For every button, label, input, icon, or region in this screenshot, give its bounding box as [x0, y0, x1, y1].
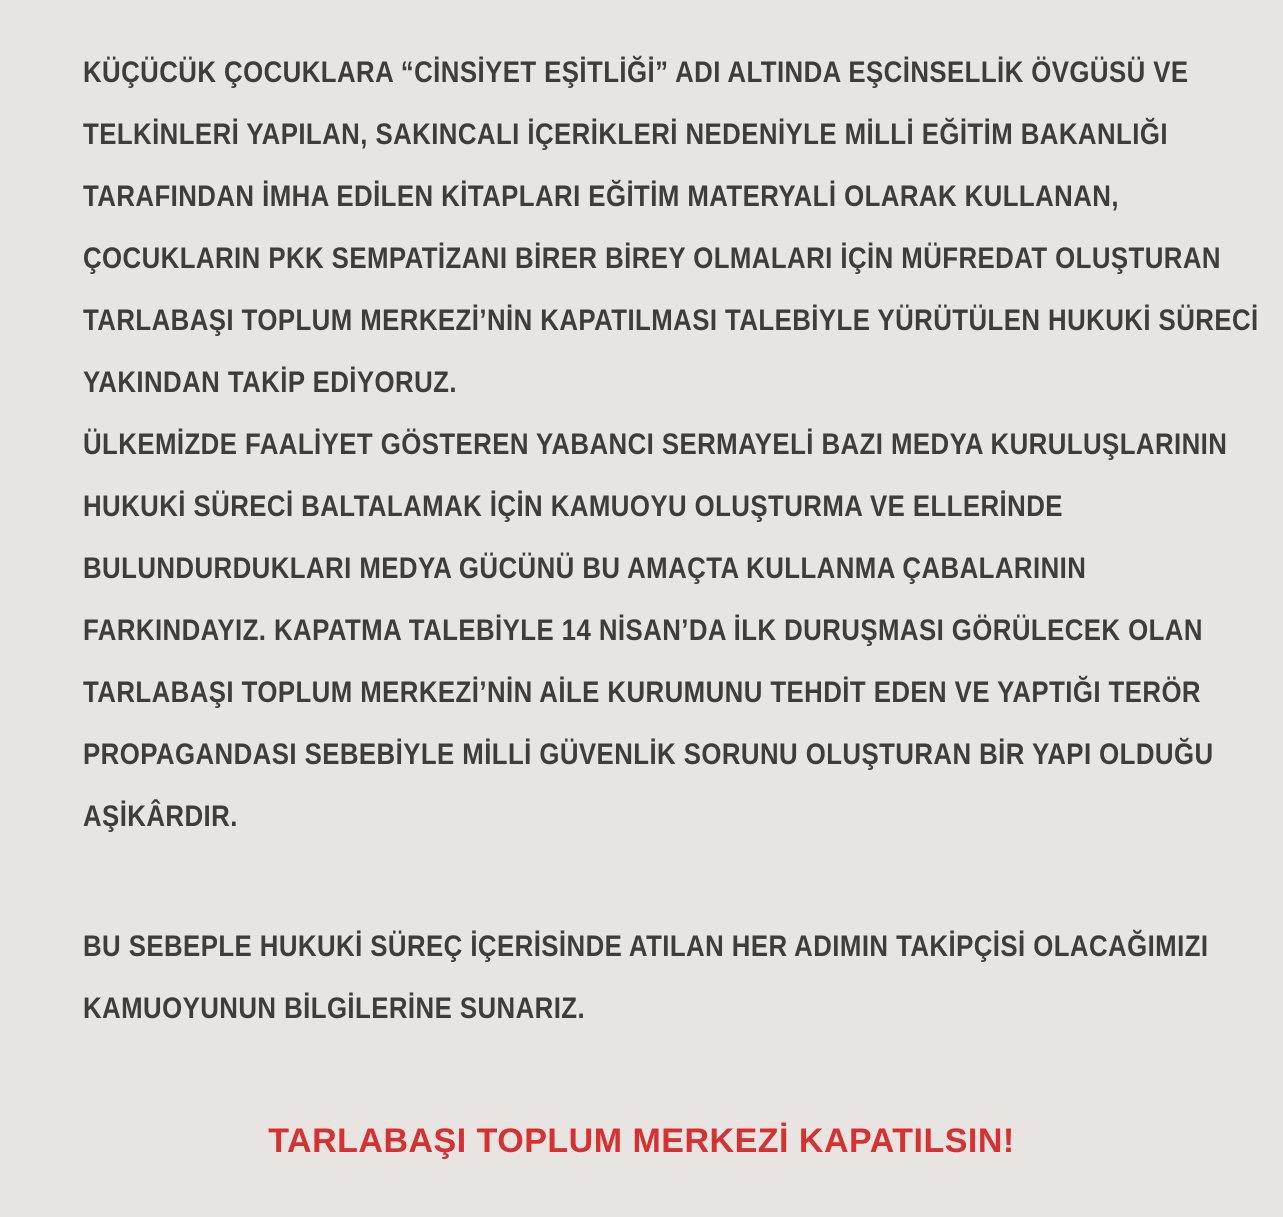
statement-line: TARLABAŞI TOPLUM MERKEZİ’NİN AİLE KURUMUNU TEHDİT EDEN VE YAPTIĞI TERÖR	[83, 676, 1201, 709]
statement-line: ÜLKEMİZDE FAALİYET GÖSTEREN YABANCI SERMAYELİ BAZI MEDYA KURULUŞLARININ	[83, 428, 1228, 461]
statement-line: BULUNDURDUKLARI MEDYA GÜCÜNÜ BU AMAÇTA KULLANMA ÇABALARININ	[83, 552, 1087, 585]
statement-line: TARLABAŞI TOPLUM MERKEZİ’NİN KAPATILMASI TALEBİYLE YÜRÜTÜLEN HUKUKİ SÜRECİ	[83, 304, 1259, 337]
statement-line: TELKİNLERİ YAPILAN, SAKINCALI İÇERİKLERİ NEDENİYLE MİLLİ EĞİTİM BAKANLIĞI	[83, 118, 1168, 151]
statement-line: AŞİKÂRDIR.	[83, 800, 238, 833]
closing-headline: TARLABAŞI TOPLUM MERKEZİ KAPATILSIN!	[268, 1122, 1015, 1160]
statement-line: KÜÇÜCÜK ÇOCUKLARA “CİNSİYET EŞİTLİĞİ” ADI ALTINDA EŞCİNSELLİK ÖVGÜSÜ VE	[83, 56, 1189, 89]
statement-paragraph-3	[83, 916, 1243, 1040]
statement-line: FARKINDAYIZ. KAPATMA TALEBİYLE 14 NİSAN’DA İLK DURUŞMASI GÖRÜLECEK OLAN	[83, 614, 1203, 647]
statement-line: HUKUKİ SÜRECİ BALTALAMAK İÇİN KAMUOYU OLUŞTURMA VE ELLERİNDE	[83, 490, 1063, 523]
statement-line: YAKINDAN TAKİP EDİYORUZ.	[83, 366, 457, 399]
statement-line: KAMUOYUNUN BİLGİLERİNE SUNARIZ.	[83, 992, 586, 1025]
statement-line: TARAFINDAN İMHA EDİLEN KİTAPLARI EĞİTİM MATERYALİ OLARAK KULLANAN,	[83, 180, 1119, 213]
statement-line: ÇOCUKLARIN PKK SEMPATİZANI BİRER BİREY OLMALARI İÇİN MÜFREDAT OLUŞTURAN	[83, 242, 1221, 275]
statement-paragraph-2	[83, 414, 1243, 848]
statement-body	[83, 42, 1259, 1040]
statement-paragraph-1	[83, 42, 1259, 414]
statement-line: PROPAGANDASI SEBEBİYLE MİLLİ GÜVENLİK SORUNU OLUŞTURAN BİR YAPI OLDUĞU	[83, 738, 1214, 771]
statement-line: BU SEBEPLE HUKUKİ SÜREÇ İÇERİSİNDE ATILAN HER ADIMIN TAKİPÇİSİ OLACAĞIMIZI	[83, 930, 1209, 963]
